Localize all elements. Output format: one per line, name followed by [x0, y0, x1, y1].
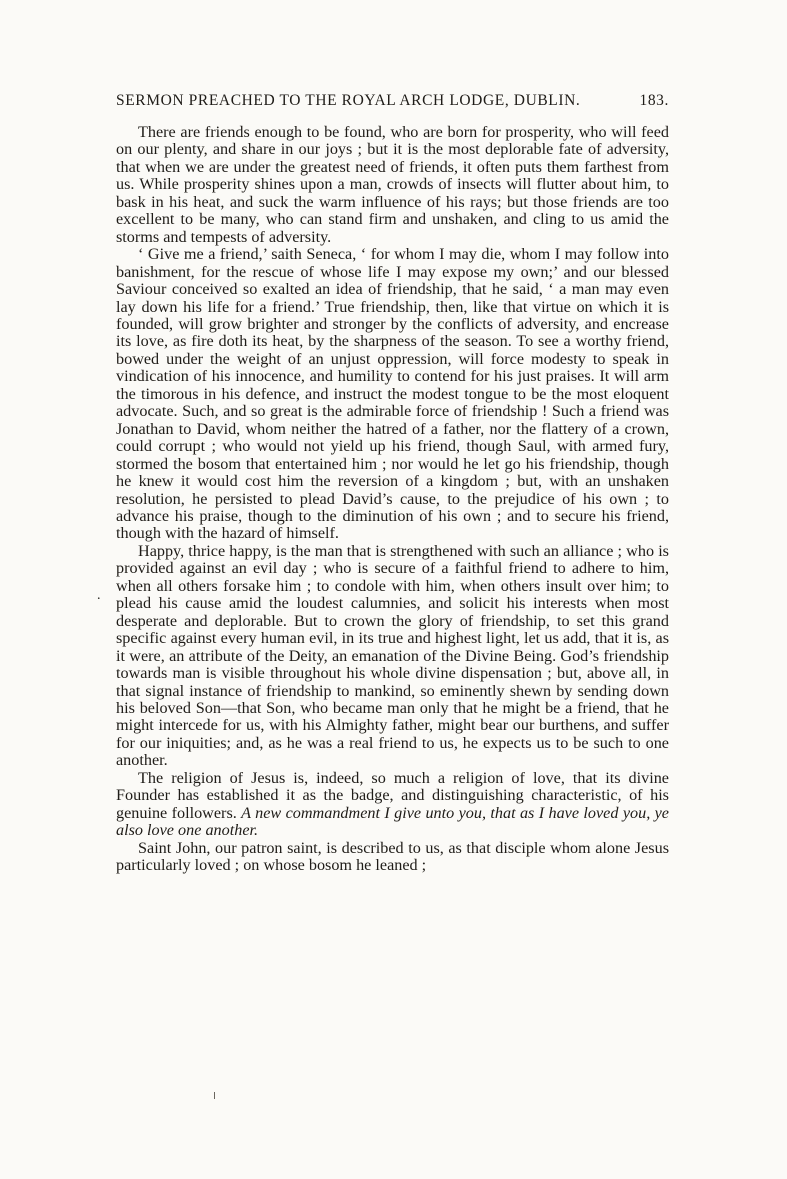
paragraph-text: There are friends enough to be found, who are born for prosperity, who will feed on our plenty, and share in our joys ; but it is the most deplorable fate of adversity, that when we are under the greatest need of friends, it often puts them farthest from us. While prosperity shines upon a man, crowds of insects will flutter about him, to bask in his heat, and suck the warm influence of his rays; but those friends are too excellent to be many, who can stand firm and unshaken, and cling to us amid the storms and tempests of adversity. — [116, 123, 669, 246]
paragraph — [116, 543, 669, 770]
scripture-quote: A new commandment I give unto you, that as I have loved you, ye also love one another. — [116, 803, 669, 840]
margin-mark: . — [97, 588, 101, 603]
paragraph — [116, 770, 669, 840]
page-number: 183. — [639, 92, 669, 109]
paragraph-text: ‘ Give me a friend,’ saith Seneca, ‘ for whom I may die, whom I may follow into banishment, for the rescue of whose life I may expose my own;’ and our blessed Saviour conceived so exalted an idea of friendship, that he said, ‘ a man may even lay down his life for a friend.’ True friendship, then, like that virtue on which it is founded, will grow brighter and stronger by the conflicts of adversity, and encrease its love, as fire doth its heat, by the sharpness of the season. To see a worthy friend, bowed under the weight of an unjust oppression, will force modesty to speak in vindication of his innocence, and humility to contend for his just praises. It will arm the timorous in his defence, and instruct the modest tongue to be the most eloquent advocate. Such, and so great is the admirable force of friendship ! Such a friend was Jonathan to David, whom neither the hatred of a father, nor the flattery of a crown, could corrupt ; who would not yield up his friend, though Saul, with armed fury, stormed the bosom that entertained him ; nor would he let go his friendship, though he knew it would cost him the reversion of a kingdom ; but, with an unshaken resolution, he persisted to plead David’s cause, to the prejudice of his own ; to advance his praise, though to the diminution of his own ; and to secure his friend, though with the hazard of himself. — [116, 245, 669, 543]
paragraph — [116, 840, 669, 875]
body-text — [116, 124, 669, 874]
paragraph — [116, 246, 669, 543]
paragraph-text: The religion of Jesus is, indeed, so much a religion of love, that its divine Founder has established it as the badge, and distinguishing characteristic, of his genuine followers. — [116, 768, 669, 822]
paragraph — [116, 124, 669, 246]
paragraph-text: Happy, thrice happy, is the man that is strengthened with such an alliance ; who is provided against an evil day ; who is secure of a faithful friend to adhere to him, when all others forsake him ; to condole with him, when others insult over him; to plead his cause amid the loudest calumnies, and solicit his interests when most desperate and deplorable. But to crown the glory of friendship, to set this grand specific against every human evil, in its true and highest light, let us add, that it is, as it were, an attribute of the Deity, an emanation of the Divine Being. God’s friendship towards man is visible throughout his whole divine dispensation ; but, above all, in that signal instance of friendship to mankind, so eminently shewn by sending down his beloved Son—that Son, who became man only that he might be a friend, that he might intercede for us, with his Almighty father, might bear our burthens, and suffer for our iniquities; and, as he was a real friend to us, he expects us to be such to one another. — [116, 541, 669, 770]
running-head — [116, 92, 669, 110]
paragraph-text: Saint John, our patron saint, is described to us, as that disciple whom alone Jesus particularly loved ; on whose bosom he leaned ; — [116, 838, 669, 875]
stray-ink-mark — [214, 1092, 215, 1099]
running-head-title: SERMON PREACHED TO THE ROYAL ARCH LODGE, DUBLIN. — [116, 92, 581, 109]
